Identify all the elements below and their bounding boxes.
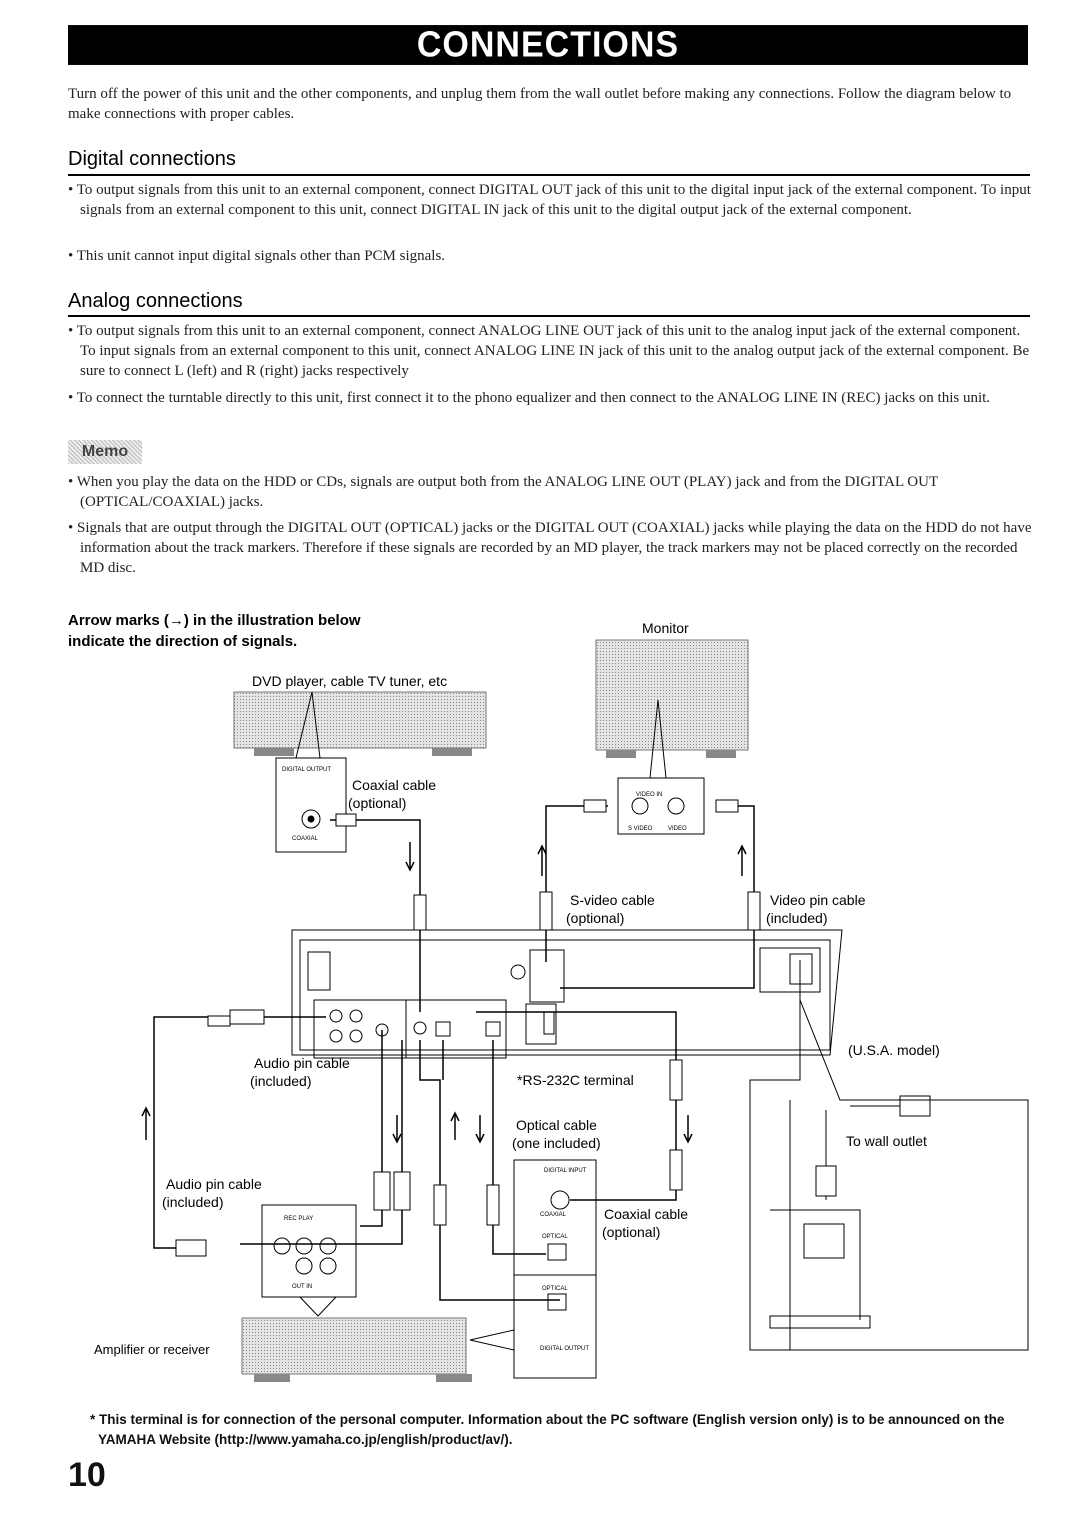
analog-bullet-1: • To output signals from this unit to an external component, connect ANALOG LINE OUT jack of this unit to the analog input jack of the external component. To input signals from an external component to this unit, connect ANALOG LINE IN jack of this unit to the analog output jack of the external component. Be sure to connect L (left) and R (right) jacks respectively: [68, 321, 1038, 381]
optical-label-1: Optical cable: [516, 1117, 597, 1133]
arrow-note-line1: Arrow marks (→) in the illustration below: [68, 612, 361, 629]
power-outlet-inset: [750, 960, 1028, 1350]
dvd-jack-callout: [276, 692, 346, 852]
memo-bullet-2: • Signals that are output through the DIGITAL OUT (OPTICAL) jacks or the DIGITAL OUT (COAXIAL) jacks while playing the data on the HDD do not have information about the track markers. Therefore if these signals are recorded by an MD player, the track markers may not be placed correctly on the recorded MD disc.: [68, 518, 1038, 578]
dvd-jack-text: DIGITAL OUTPUT: [282, 767, 332, 773]
signal-arrows: [142, 842, 746, 1142]
main-unit-rear-panel: [292, 930, 842, 1058]
analog-rule: [68, 315, 1030, 317]
monitor-label: Monitor: [642, 620, 689, 636]
analog-bullet-2: • To connect the turntable directly to this unit, first connect it to the phono equalizer and then connect to the ANALOG LINE IN (REC) jacks on this unit.: [68, 388, 1038, 408]
footnote: * This terminal is for connection of the personal computer. Information about the PC software (English version only) is to be announced on the YAMAHA Website (http://www.yamaha.co.jp/english/product/av/).: [90, 1412, 1005, 1447]
amplifier-jack-callout: [262, 1205, 356, 1316]
dvd-player-device: [234, 692, 486, 756]
amp-rec-play-text: REC PLAY: [284, 1216, 314, 1222]
page-number: 10: [68, 1456, 106, 1494]
digital-bullet-1: • To output signals from this unit to an external component, connect DIGITAL OUT jack of this unit to the digital input jack of the external component. To input signals from an external component to this unit, connect DIGITAL IN jack of this unit to the digital output jack of the external component.: [68, 180, 1038, 220]
digital-rule: [68, 174, 1030, 176]
monitor-device: [596, 640, 748, 758]
rs232c-label: *RS-232C terminal: [517, 1072, 634, 1088]
coax-top-label-2: (optional): [348, 795, 407, 811]
page-title: CONNECTIONS: [68, 25, 1028, 65]
memo-label: Memo: [68, 440, 142, 464]
digital-optical-in-text: OPTICAL: [542, 1234, 568, 1240]
audio-pin-a-label-1: Audio pin cable: [254, 1055, 350, 1071]
dvd-label: DVD player, cable TV tuner, etc: [252, 673, 448, 689]
top-cables: [330, 806, 754, 1012]
svideo-label-2: (optional): [566, 910, 625, 926]
coax-bottom-label-1: Coaxial cable: [604, 1206, 689, 1222]
audio-pin-b-label-1: Audio pin cable: [166, 1176, 262, 1192]
audio-pin-b-label-2: (included): [162, 1194, 224, 1210]
to-wall-label: To wall outlet: [846, 1133, 927, 1149]
digital-optical-out-text: OPTICAL: [542, 1286, 568, 1292]
videopin-label-2: (included): [766, 910, 828, 926]
digital-input-text: DIGITAL INPUT: [544, 1168, 587, 1174]
audio-pin-a-label-2: (included): [250, 1073, 312, 1089]
coax-bottom-label-2: (optional): [602, 1224, 661, 1240]
svideo-label-1: S-video cable: [570, 892, 655, 908]
digital-heading: Digital connections: [68, 148, 236, 170]
intro-paragraph: Turn off the power of this unit and the other components, and unplug them from the wall outlet before making any connections. Follow the diagram below to make connections with proper cables.: [68, 86, 1012, 122]
arrow-note-line2: indicate the direction of signals.: [68, 633, 298, 650]
usa-model-label: (U.S.A. model): [848, 1042, 940, 1058]
optical-label-2: (one included): [512, 1135, 601, 1151]
memo-bullet-1: • When you play the data on the HDD or CDs, signals are output both from the ANALOG LINE OUT (PLAY) jack and from the DIGITAL OUT (OPTICAL/COAXIAL) jacks.: [68, 472, 1038, 512]
dvd-coaxial-text: COAXIAL: [292, 836, 319, 842]
lower-cables: [154, 1012, 676, 1300]
digital-output-text: DIGITAL OUTPUT: [540, 1346, 590, 1352]
analog-heading: Analog connections: [68, 290, 243, 312]
digital-coaxial-text: COAXIAL: [540, 1212, 567, 1218]
amplifier-device: [242, 1318, 472, 1382]
plug-connectors: [336, 800, 760, 930]
monitor-jack-callout: [618, 700, 704, 834]
digital-jacks-callout: [470, 1160, 596, 1378]
amp-out-in-text: OUT IN: [292, 1284, 313, 1290]
amplifier-label: Amplifier or receiver: [94, 1342, 210, 1357]
monitor-video-in-text: VIDEO IN: [636, 792, 663, 798]
monitor-svideo-text: S VIDEO: [628, 826, 653, 832]
coax-top-label-1: Coaxial cable: [352, 777, 437, 793]
digital-bullet-2: • This unit cannot input digital signals other than PCM signals.: [68, 246, 1038, 266]
monitor-video-text: VIDEO: [668, 826, 687, 832]
videopin-label-1: Video pin cable: [770, 892, 866, 908]
